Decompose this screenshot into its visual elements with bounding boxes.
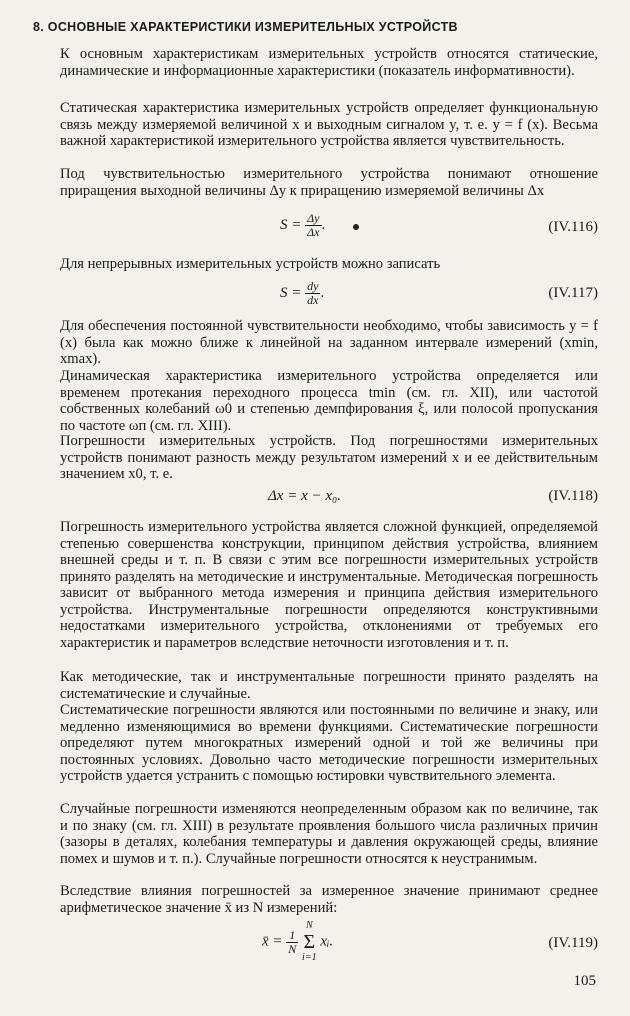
paragraph-continuous-devices: Для непрерывных измерительных устройств можно записать [60, 256, 441, 272]
sum-body: xᵢ. [320, 933, 334, 950]
formula-iv117 [280, 280, 324, 307]
sum-upper-limit: N [305, 920, 313, 931]
fraction-denominator: dx [307, 293, 319, 307]
sum-lower-limit: i=1 [302, 952, 317, 963]
fraction [286, 929, 298, 956]
paragraph-systematic-errors: Систематические погрешности являются или постоянными по величине и знаку, или медленно изменяющимися во времени функциями. Систематические погрешности определяют путем многократных измерений одной и той же величины при постоянных условиях. Довольно часто методические погрешности измерительных устройств удается устранить с помощью юстировки чувствительного элемента. [60, 702, 598, 784]
section-heading: 8. ОСНОВНЫЕ ХАРАКТЕРИСТИКИ ИЗМЕРИТЕЛЬНЫХ УСТРОЙСТВ [33, 20, 458, 34]
formula-tail: . [320, 284, 325, 301]
formula-iv118: Δx = x − x₀. [268, 488, 341, 504]
equation-number: (IV.119) [548, 935, 598, 951]
paragraph-error-classification: Погрешность измерительного устройства является сложной функцией, определяемой степенью совершенства конструкции, принципом действия устройства, влиянием внешней среды и т. п. В связи с этим все погрешности измерительных устройств принято разделять на методические и инструментальные. Методическая погрешность зависит от выбранного метода измерения и принципа действия измерительного устройства. Инструментальные погрешности определяются конструктивными недостатками измерительного устройства, отклонениями от требуемых его характеристик и параметров вследствие неточности изготовления и т. п. [60, 519, 598, 651]
page-number: 105 [573, 973, 596, 989]
ink-dot-mark [353, 224, 359, 230]
paragraph-errors-definition: Погрешности измерительных устройств. Под погрешностями измерительных устройств понимают разность между результатом измерений x и ее действительным значением x0, т. е. [60, 433, 598, 482]
formula-lhs: x̄ = [262, 933, 283, 950]
paragraph-constant-sensitivity: Для обеспечения постоянной чувствительности необходимо, чтобы зависимость y = f (x) была как можно ближе к линейной на заданном интервале измерений (xmin, xmax). [60, 318, 598, 367]
formula-iv119 [262, 920, 333, 964]
paragraph-random-errors: Случайные погрешности изменяются неопределенным образом как по величине, так и по знаку (см. гл. XIII) в результате проявления большого числа различных причин (зазоры в деталях, колебания температуры и давления окружающей среды, влияние помех и шумов и т. п.). Случайные погрешности относятся к неустранимым. [60, 801, 598, 867]
formula-lhs: S = [280, 284, 302, 301]
fraction-numerator: dy [307, 279, 319, 293]
sigma-symbol: Σ [303, 931, 316, 953]
summation-sign [302, 920, 317, 964]
equation-number: (IV.117) [548, 285, 598, 301]
equation-number: (IV.118) [548, 488, 598, 504]
fraction-denominator: Δx [307, 225, 320, 239]
paragraph-static-characteristic: Статическая характеристика измерительных устройств определяет функциональную связь между измеряемой величиной x и выходным сигналом y, т. е. y = f (x). Весьма важной характеристикой измерительного устройства является чувствительность. [60, 100, 598, 149]
formula-iv116 [280, 212, 325, 239]
paragraph-sensitivity: Под чувствительностью измерительного устройства понимают отношение приращения выходной величины Δy к приращению измеряемой величины Δx [60, 166, 598, 199]
paragraph-dynamic-characteristic: Динамическая характеристика измерительного устройства определяется или временем протекания переходного процесса tmin (см. гл. XII), или частотой собственных колебаний ω0 и степенью демпфирования ξ, или полосой пропускания по частоте ωп (см. гл. XIII). [60, 368, 598, 434]
fraction-denominator: N [288, 941, 297, 956]
formula-lhs: S = [280, 216, 302, 233]
fraction [305, 280, 320, 307]
equation-number: (IV.116) [548, 219, 598, 235]
paragraph-intro: К основным характеристикам измерительных устройств относятся статические, динамические и информационные характеристики (показатель информативности). [60, 46, 598, 79]
formula-tail: . [321, 216, 326, 233]
paragraph-arithmetic-mean: Вследствие влияния погрешностей за измеренное значение принимают среднее арифметическое значение x̄ из N измерений: [60, 883, 598, 916]
fraction-numerator: Δy [307, 211, 320, 225]
fraction-numerator: 1 [286, 929, 298, 943]
fraction [305, 212, 321, 239]
paragraph-systematic-random: Как методические, так и инструментальные погрешности принято разделять на систематические и случайные. [60, 669, 598, 702]
